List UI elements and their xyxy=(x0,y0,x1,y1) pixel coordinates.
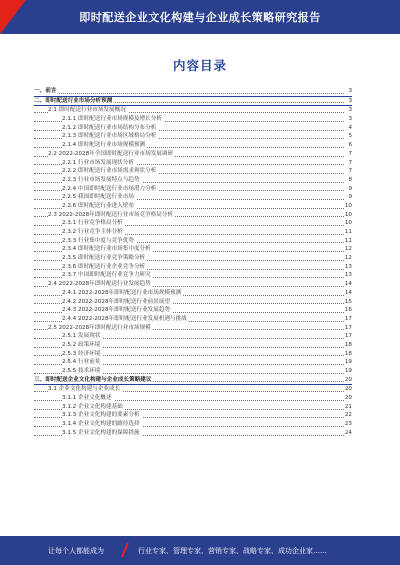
toc-entry[interactable] xyxy=(34,403,352,412)
toc-entry[interactable] xyxy=(34,263,352,272)
toc-entry[interactable] xyxy=(34,341,352,350)
toc-entry[interactable] xyxy=(34,385,352,394)
toc-entry-text: 2.2.3 行业市场发展特点与趋势 xyxy=(62,176,140,183)
toc-entry[interactable] xyxy=(34,150,352,159)
toc-page-number: 19 xyxy=(344,359,352,366)
toc-entry-text: 2.4.1 2022-2028年即时配送行业市场规模预测 xyxy=(62,289,182,296)
toc-entry[interactable] xyxy=(34,132,352,141)
toc-page-number: 12 xyxy=(344,255,352,262)
toc-entry-text: 2.1.4 即时配送行业市场规模预测 xyxy=(62,142,146,149)
toc-entry-text: 2.2 2022-2028年全国即时配送行业市场发展调研 xyxy=(48,150,174,157)
toc-entry[interactable] xyxy=(34,376,352,386)
toc-entry-text: 一、前言 xyxy=(34,88,57,94)
toc-page-number: 9 xyxy=(348,194,352,201)
toc-entry-text: 2.4.3 2022-2028年即时配送行业发展趋势 xyxy=(62,307,171,314)
toc-entry[interactable] xyxy=(34,298,352,307)
toc-entry-text: 2.1 即时配送行业市场发展概况 xyxy=(48,107,126,114)
toc-entry[interactable] xyxy=(34,106,352,115)
toc-entry-text: 3.1.3 企业文化构建的要素分析 xyxy=(62,412,140,419)
toc-page-number: 6 xyxy=(348,142,352,149)
toc-entry[interactable] xyxy=(34,219,352,228)
toc-page-number: 17 xyxy=(344,324,352,331)
toc-entry[interactable] xyxy=(34,429,352,438)
toc-page-number: 10 xyxy=(344,202,352,209)
toc-entry-text: 2.5.4 行业前景 xyxy=(62,359,101,366)
toc-entry[interactable] xyxy=(34,141,352,150)
dot-leader xyxy=(34,93,344,94)
toc-entry-text: 3.1.4 企业文化构建的路径选择 xyxy=(62,421,140,428)
toc-page-number: 7 xyxy=(348,168,352,175)
toc-page-number: 10 xyxy=(344,220,352,227)
toc-page-number: 15 xyxy=(344,298,352,305)
toc-entry-text: 2.5.3 经济环境 xyxy=(62,350,101,357)
toc-entry-text: 2.2.1 行业市场发展现状分析 xyxy=(62,159,134,166)
toc-page-number: 3 xyxy=(348,97,352,104)
toc-page-number: 20 xyxy=(344,376,352,383)
toc-entry[interactable] xyxy=(34,87,352,97)
toc-entry-text: 2.5 2022-2028年即时配送行业市场规模 xyxy=(48,324,151,331)
toc-entry[interactable] xyxy=(34,124,352,133)
toc-page-number: 14 xyxy=(344,289,352,296)
toc-page-number: 4 xyxy=(348,124,352,131)
toc-entry[interactable] xyxy=(34,237,352,246)
toc-page-number: 23 xyxy=(344,421,352,428)
toc-entry[interactable] xyxy=(34,394,352,403)
toc-page-number: 5 xyxy=(348,133,352,140)
toc-entry-text: 2.3.3 行业集中度与竞争优势 xyxy=(62,237,134,244)
toc-entry-text: 2.4 2022-2028年即时配送行业发展趋势 xyxy=(48,281,151,288)
toc-page-number: 20 xyxy=(344,386,352,393)
toc-entry[interactable] xyxy=(34,324,352,333)
toc-entry-text: 2.3.1 行业竞争格局分析 xyxy=(62,220,123,227)
toc-entry-text: 2.3.4 即时配送行业市场集中度分析 xyxy=(62,246,151,253)
toc-entry[interactable] xyxy=(34,159,352,168)
toc-entry-text: 2.5.1 发展现状 xyxy=(62,333,101,340)
toc-entry[interactable] xyxy=(34,420,352,429)
toc-entry[interactable] xyxy=(34,411,352,420)
toc-entry-text: 2.1.3 即时配送行业市场区域格局分析 xyxy=(62,133,157,140)
toc-page-number: 13 xyxy=(344,263,352,270)
toc-entry[interactable] xyxy=(34,358,352,367)
toc-page-number: 11 xyxy=(344,237,352,244)
toc-page-number: 13 xyxy=(344,272,352,279)
toc-entry-text: 2.4.4 2022-2028年即时配送行业发展机遇与挑战 xyxy=(62,315,187,322)
toc-entry-text: 3.1.1 企业文化概述 xyxy=(62,395,112,402)
report-title: 即时配送企业文化构建与企业成长策略研究报告 xyxy=(79,11,321,24)
toc-entry[interactable] xyxy=(34,306,352,315)
toc-entry-text: 3.1.5 企业文化构建的保障措施 xyxy=(62,429,140,436)
toc-entry-text: 2.2.4 中国即时配送行业市场潜力分析 xyxy=(62,185,157,192)
toc-entry-text: 2.3.5 即时配送行业竞争策略分析 xyxy=(62,255,146,262)
toc-entry-text: 3.1 企业文化构建与企业成长 xyxy=(48,386,121,393)
toc-entry[interactable] xyxy=(34,185,352,194)
toc-entry-text: 3.1.2 企业文化构建基础 xyxy=(62,403,123,410)
footer-slogan-left: 让每个人都能成为 xyxy=(48,547,104,555)
toc-entry[interactable] xyxy=(34,280,352,289)
toc-entry-text: 2.1.2 即时配送行业市场结构分布分析 xyxy=(62,124,157,131)
toc-page-number: 17 xyxy=(344,333,352,340)
toc-entry[interactable] xyxy=(34,211,352,220)
toc-entry-text: 2.2.2 即时配送行业市场需求现状分析 xyxy=(62,168,157,175)
toc-page-number: 20 xyxy=(344,395,352,402)
toc-entry-text: 2.2.5 我国即时配送行业市场 xyxy=(62,194,134,201)
toc-entry[interactable] xyxy=(34,115,352,124)
slash-divider-icon xyxy=(120,542,130,558)
toc-entry[interactable] xyxy=(34,245,352,254)
toc-page-number: 8 xyxy=(348,176,352,183)
toc-entry-text: 2.3.7 中国即时配送行业竞争力研究 xyxy=(62,272,151,279)
toc-page-number: 17 xyxy=(344,315,352,322)
toc-entry[interactable] xyxy=(34,289,352,298)
toc-entry[interactable] xyxy=(34,332,352,341)
toc-page-number: 19 xyxy=(344,368,352,374)
toc-entry-text: 三、即时配送企业文化构建与企业成长策略建议 xyxy=(34,376,152,383)
toc-page-number: 7 xyxy=(348,150,352,157)
toc-entry-text: 2.4.2 2022-2028年即时配送行业前景展望 xyxy=(62,298,171,305)
toc-page-number: 3 xyxy=(348,107,352,114)
toc-entry-text: 2.1.1 即时配送行业市场规模及增长分析 xyxy=(62,116,162,123)
footer-banner xyxy=(0,536,400,565)
toc-entry[interactable] xyxy=(34,367,352,376)
toc-entry[interactable] xyxy=(34,176,352,185)
toc-page-number: 3 xyxy=(348,116,352,123)
toc-entry[interactable] xyxy=(34,193,352,202)
toc-entry-text: 2.5.2 政策环境 xyxy=(62,341,101,348)
toc-entry[interactable] xyxy=(34,228,352,237)
toc-entry-text: 2.3.2 行业竞争主体分析 xyxy=(62,229,123,235)
toc-page-number: 12 xyxy=(344,246,352,253)
toc-entry[interactable] xyxy=(34,254,352,263)
toc-page-number: 7 xyxy=(348,159,352,166)
toc-page-number: 10 xyxy=(344,211,352,218)
toc-page-number: 3 xyxy=(348,88,352,94)
toc-page-number: 24 xyxy=(344,429,352,436)
toc-page-number: 16 xyxy=(344,307,352,314)
header-banner xyxy=(0,0,400,34)
toc-page-number: 11 xyxy=(344,229,352,235)
toc-entry-text: 2.3 2022-2028年即时配送行业市场竞争格局分析 xyxy=(48,211,174,218)
toc-entry-text: 2.5.5 技术环境 xyxy=(62,368,101,374)
toc-page-number: 14 xyxy=(344,281,352,288)
footer-slogan-right: 行业专家、管理专家、营销专家、战略专家、成功企业家…… xyxy=(138,547,327,555)
table-of-contents xyxy=(34,87,352,438)
toc-entry[interactable] xyxy=(34,97,352,107)
toc-page-number: 9 xyxy=(348,185,352,192)
toc-entry[interactable] xyxy=(34,315,352,324)
toc-heading: 内容目录 xyxy=(172,58,227,73)
toc-entry[interactable] xyxy=(34,167,352,176)
toc-entry-text: 2.2.6 即时配送行业进入壁垒 xyxy=(62,202,134,209)
toc-page-number: 18 xyxy=(344,341,352,348)
toc-entry-text: 二、即时配送行业市场分析预测 xyxy=(34,97,113,104)
toc-page-number: 18 xyxy=(344,350,352,357)
toc-entry[interactable] xyxy=(34,271,352,280)
toc-entry-text: 2.3.6 即时配送行业企业竞争分析 xyxy=(62,263,146,270)
toc-page-number: 22 xyxy=(344,412,352,419)
toc-entry[interactable] xyxy=(34,350,352,359)
toc-entry[interactable] xyxy=(34,202,352,211)
toc-page-number: 21 xyxy=(344,403,352,410)
